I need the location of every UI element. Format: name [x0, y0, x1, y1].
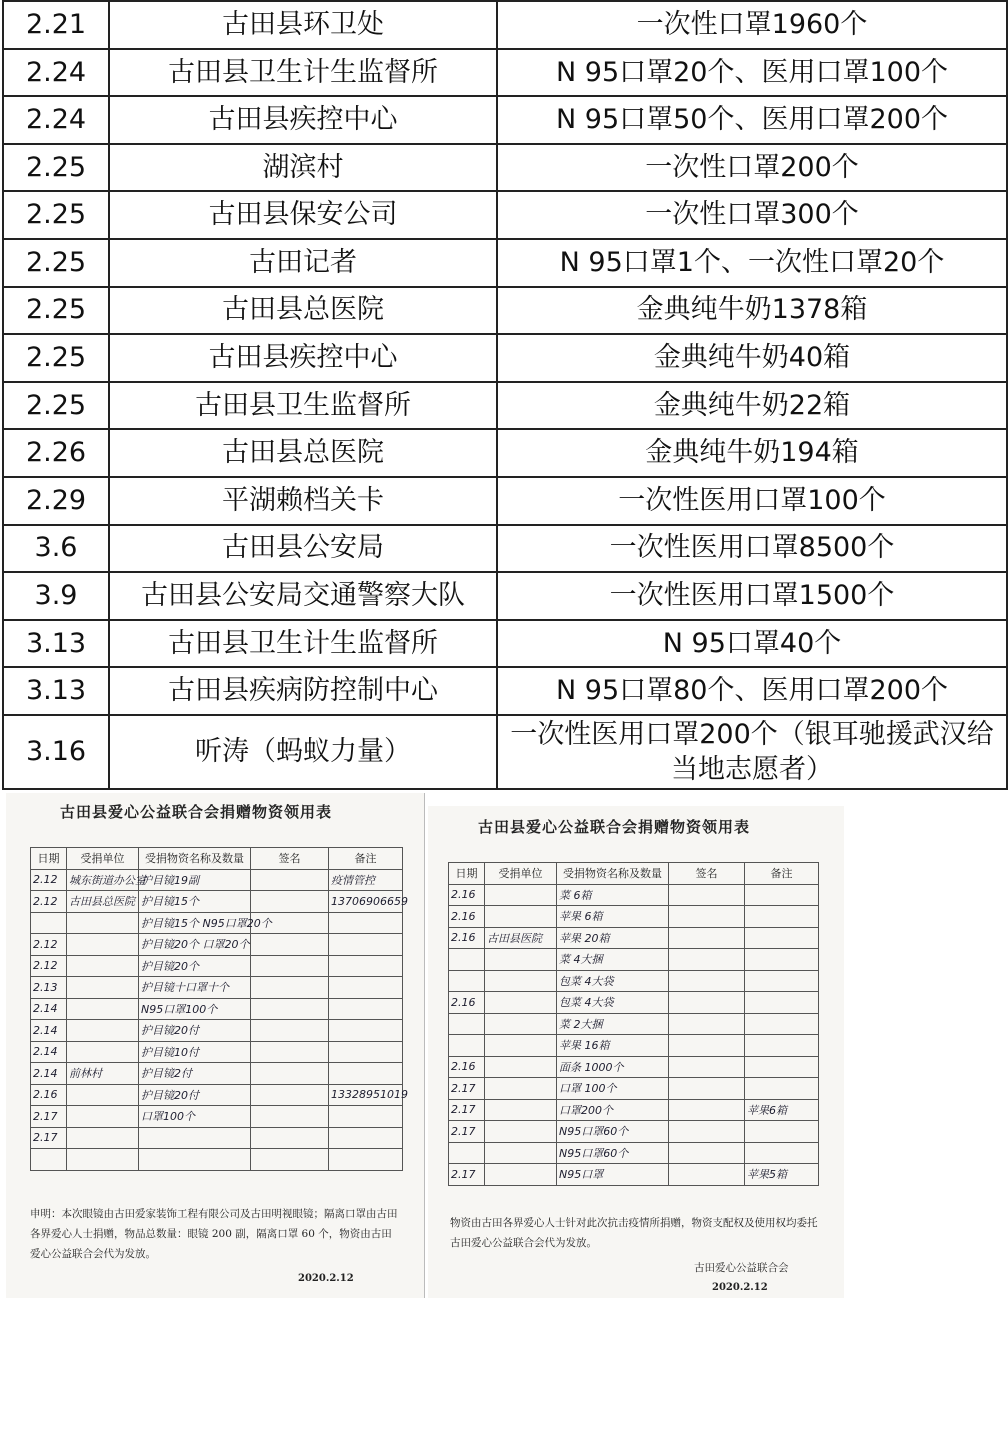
donation-row	[3, 144, 1007, 192]
form-cell-date: 2.17	[31, 1106, 67, 1128]
donation-recipient: 古田县疾控中心	[109, 96, 497, 144]
form-cell-unit	[67, 1106, 139, 1128]
form-cell-items: 护目镜20个	[139, 955, 251, 977]
donation-date: 3.13	[3, 620, 109, 668]
donation-recipient: 古田县疾控中心	[109, 334, 497, 382]
form-statement: 申明：本次眼镜由古田爱家装饰工程有限公司及古田明视眼镜；隔离口罩由古田各界爱心人士捐赠，物品总数量：眼镜 200 副，隔离口罩 60 个，物资由古田爱心公益联合会代为发放。	[30, 1208, 398, 1260]
form-row	[449, 1078, 819, 1100]
form-row	[31, 977, 403, 999]
form-cell-unit: 古田县医院	[485, 927, 557, 949]
donation-row	[3, 667, 1007, 715]
donation-items: 一次性医用口罩1500个	[497, 572, 1007, 620]
form-header-cell: 签名	[251, 848, 329, 870]
form-cell-items: N95口罩	[557, 1164, 669, 1186]
form-cell-sign	[669, 1164, 745, 1186]
form-cell-date: 2.16	[449, 1056, 485, 1078]
form-cell-sign	[669, 927, 745, 949]
donation-row	[3, 96, 1007, 144]
form-header-cell: 受捐单位	[485, 863, 557, 885]
form-cell-date: 2.12	[31, 934, 67, 956]
form-cell-note	[329, 1063, 403, 1085]
form-cell-note	[745, 1035, 819, 1057]
form-cell-unit: 前林村	[67, 1063, 139, 1085]
form-row	[449, 1164, 819, 1186]
donation-recipient: 古田县保安公司	[109, 191, 497, 239]
form-cell-sign	[251, 1106, 329, 1128]
form-cell-unit	[67, 1084, 139, 1106]
donation-table	[2, 0, 1008, 790]
form-cell-items: 护目镜20付	[139, 1020, 251, 1042]
donation-row	[3, 715, 1007, 789]
form-row	[449, 970, 819, 992]
form-cell-date	[31, 1149, 67, 1171]
form-cell-unit	[485, 1099, 557, 1121]
form-cell-note	[329, 1149, 403, 1171]
form-row	[449, 884, 819, 906]
form-date: 2020.2.12	[712, 1282, 768, 1293]
form-cell-items: 苹果 16箱	[557, 1035, 669, 1057]
form-cell-items: 护目镜20付	[139, 1084, 251, 1106]
donation-recipient: 古田县卫生计生监督所	[109, 49, 497, 97]
donation-date: 2.25	[3, 191, 109, 239]
donation-row	[3, 1, 1007, 49]
form-cell-sign	[251, 1084, 329, 1106]
donation-recipient: 古田县总医院	[109, 429, 497, 477]
form-cell-note	[329, 1106, 403, 1128]
form-cell-sign	[669, 884, 745, 906]
donation-row	[3, 572, 1007, 620]
donation-items: N 95口罩80个、医用口罩200个	[497, 667, 1007, 715]
form-cell-unit	[485, 1056, 557, 1078]
donation-items: 一次性口罩200个	[497, 144, 1007, 192]
form-cell-sign	[251, 1041, 329, 1063]
form-row	[31, 912, 403, 934]
form-cell-items: 护目镜十口罩十个	[139, 977, 251, 999]
form-cell-note	[329, 955, 403, 977]
donation-recipient: 古田县卫生监督所	[109, 382, 497, 430]
form-cell-sign	[251, 955, 329, 977]
donation-items: N 95口罩20个、医用口罩100个	[497, 49, 1007, 97]
form-row	[449, 949, 819, 971]
form-cell-unit	[485, 1142, 557, 1164]
scanned-form-right	[428, 806, 844, 1298]
form-cell-sign	[251, 1063, 329, 1085]
donation-date: 3.9	[3, 572, 109, 620]
donation-table-body	[3, 1, 1007, 789]
donation-date: 3.13	[3, 667, 109, 715]
form-cell-sign	[251, 1020, 329, 1042]
form-header-row	[31, 848, 403, 870]
donation-items: 一次性口罩1960个	[497, 1, 1007, 49]
form-cell-note	[329, 1127, 403, 1149]
form-cell-items: 包菜 4大袋	[557, 970, 669, 992]
donation-recipient: 古田记者	[109, 239, 497, 287]
form-cell-items: 菜 4大捆	[557, 949, 669, 971]
form-cell-note	[329, 977, 403, 999]
form-cell-sign	[669, 1099, 745, 1121]
form-cell-unit	[67, 955, 139, 977]
form-cell-date: 2.12	[31, 955, 67, 977]
form-row	[31, 934, 403, 956]
form-title: 古田县爱心公益联合会捐赠物资领用表	[478, 818, 751, 836]
form-cell-date	[31, 912, 67, 934]
form-row	[449, 1013, 819, 1035]
form-cell-note: 13706906659	[329, 891, 403, 913]
form-cell-unit: 古田县总医院	[67, 891, 139, 913]
form-cell-date: 2.16	[449, 927, 485, 949]
form-cell-sign	[669, 1056, 745, 1078]
form-row	[449, 1121, 819, 1143]
form-row	[31, 891, 403, 913]
donation-row	[3, 620, 1007, 668]
form-cell-note	[329, 998, 403, 1020]
form-cell-sign	[669, 949, 745, 971]
donation-recipient: 古田县卫生计生监督所	[109, 620, 497, 668]
form-cell-items: 口罩200个	[557, 1099, 669, 1121]
form-cell-items: 面条 1000个	[557, 1056, 669, 1078]
form-cell-sign	[669, 1121, 745, 1143]
form-cell-sign	[669, 1078, 745, 1100]
form-cell-date	[449, 949, 485, 971]
form-cell-sign	[251, 998, 329, 1020]
donation-row	[3, 429, 1007, 477]
form-cell-date: 2.17	[31, 1127, 67, 1149]
form-row	[31, 1149, 403, 1171]
form-row	[31, 1063, 403, 1085]
form-cell-items	[139, 1149, 251, 1171]
form-row	[449, 1099, 819, 1121]
form-cell-date	[449, 970, 485, 992]
form-cell-date: 2.13	[31, 977, 67, 999]
donation-date: 2.25	[3, 239, 109, 287]
form-date: 2020.2.12	[298, 1273, 354, 1284]
form-header-cell: 日期	[31, 848, 67, 870]
donation-items: 金典纯牛奶22箱	[497, 382, 1007, 430]
form-row	[31, 998, 403, 1020]
donation-recipient: 古田县公安局交通警察大队	[109, 572, 497, 620]
form-header-cell: 受捐物资名称及数量	[139, 848, 251, 870]
form-cell-unit	[485, 884, 557, 906]
form-cell-unit	[485, 970, 557, 992]
form-cell-unit	[485, 1164, 557, 1186]
form-cell-sign	[669, 1013, 745, 1035]
form-cell-date: 2.14	[31, 998, 67, 1020]
donation-date: 2.25	[3, 144, 109, 192]
form-cell-items: 苹果 6箱	[557, 906, 669, 928]
donation-recipient: 古田县总医院	[109, 287, 497, 335]
donation-recipient: 湖滨村	[109, 144, 497, 192]
donation-recipient: 听涛（蚂蚁力量）	[109, 715, 497, 789]
donation-recipient: 平湖赖档关卡	[109, 477, 497, 525]
form-cell-date: 2.14	[31, 1063, 67, 1085]
donation-items: 金典纯牛奶40箱	[497, 334, 1007, 382]
donation-items: 金典纯牛奶1378箱	[497, 287, 1007, 335]
form-cell-sign	[251, 1127, 329, 1149]
form-row	[449, 906, 819, 928]
form-cell-unit	[67, 934, 139, 956]
form-cell-unit	[67, 1149, 139, 1171]
form-organization: 古田爱心公益联合会	[694, 1262, 789, 1274]
form-cell-items: N95口罩100个	[139, 998, 251, 1020]
form-cell-items: 菜 6箱	[557, 884, 669, 906]
form-cell-note: 13328951019	[329, 1084, 403, 1106]
form-cell-note	[745, 992, 819, 1014]
form-cell-sign	[251, 891, 329, 913]
donation-items: 金典纯牛奶194箱	[497, 429, 1007, 477]
form-cell-unit	[67, 1041, 139, 1063]
form-row	[31, 1020, 403, 1042]
form-cell-note	[329, 1041, 403, 1063]
form-cell-note: 苹果5箱	[745, 1164, 819, 1186]
form-cell-items: 护目镜2付	[139, 1063, 251, 1085]
form-cell-note	[745, 906, 819, 928]
donation-date: 2.29	[3, 477, 109, 525]
form-cell-unit	[485, 1078, 557, 1100]
donation-row	[3, 239, 1007, 287]
form-row	[449, 1142, 819, 1164]
form-cell-unit	[485, 949, 557, 971]
form-table	[30, 847, 408, 1171]
donation-recipient: 古田县环卫处	[109, 1, 497, 49]
form-cell-unit	[485, 1035, 557, 1057]
form-cell-note	[745, 1013, 819, 1035]
form-cell-unit: 城东街道办公室	[67, 869, 139, 891]
form-cell-items: 口罩100个	[139, 1106, 251, 1128]
form-header-cell: 备注	[329, 848, 403, 870]
donation-date: 2.25	[3, 334, 109, 382]
donation-row	[3, 525, 1007, 573]
donation-items: N 95口罩1个、一次性口罩20个	[497, 239, 1007, 287]
form-cell-sign	[669, 1142, 745, 1164]
form-cell-note	[745, 927, 819, 949]
donation-recipient: 古田县公安局	[109, 525, 497, 573]
form-title: 古田县爱心公益联合会捐赠物资领用表	[60, 803, 333, 821]
form-header-cell: 备注	[745, 863, 819, 885]
donation-items: N 95口罩40个	[497, 620, 1007, 668]
donation-row	[3, 382, 1007, 430]
form-cell-date: 2.16	[449, 884, 485, 906]
form-cell-sign	[669, 992, 745, 1014]
donation-date: 2.24	[3, 49, 109, 97]
form-cell-items: 护目镜15个	[139, 891, 251, 913]
form-cell-items: 苹果 20箱	[557, 927, 669, 949]
donation-date: 2.21	[3, 1, 109, 49]
form-header-cell: 日期	[449, 863, 485, 885]
donation-items: 一次性医用口罩100个	[497, 477, 1007, 525]
form-cell-unit	[485, 1013, 557, 1035]
scanned-form-left	[6, 793, 425, 1298]
form-cell-note	[329, 934, 403, 956]
form-cell-items: 护目镜19副	[139, 869, 251, 891]
donation-date: 3.16	[3, 715, 109, 789]
donation-date: 2.25	[3, 382, 109, 430]
form-cell-items: 包菜 4大袋	[557, 992, 669, 1014]
form-cell-date	[449, 1142, 485, 1164]
form-row	[31, 1041, 403, 1063]
form-cell-items: 口罩 100个	[557, 1078, 669, 1100]
form-cell-date: 2.16	[31, 1084, 67, 1106]
donation-row	[3, 334, 1007, 382]
form-cell-note	[745, 949, 819, 971]
form-cell-date: 2.12	[31, 869, 67, 891]
donation-items: 一次性口罩300个	[497, 191, 1007, 239]
form-header-cell: 受捐单位	[67, 848, 139, 870]
donation-row	[3, 477, 1007, 525]
form-cell-unit	[67, 977, 139, 999]
donation-date: 2.26	[3, 429, 109, 477]
form-row	[449, 927, 819, 949]
form-row	[31, 1084, 403, 1106]
form-cell-unit	[67, 1020, 139, 1042]
form-cell-sign	[251, 869, 329, 891]
form-cell-note: 苹果6箱	[745, 1099, 819, 1121]
form-cell-unit	[485, 992, 557, 1014]
form-statement: 物资由古田各界爱心人士针对此次抗击疫情所捐赠，物资支配权及使用权均委托古田爱心公益联合会代为发放。	[450, 1217, 818, 1249]
form-header-cell: 受捐物资名称及数量	[557, 863, 669, 885]
form-cell-unit	[485, 1121, 557, 1143]
donation-row	[3, 287, 1007, 335]
form-row	[31, 1106, 403, 1128]
form-cell-unit	[485, 906, 557, 928]
donation-recipient: 古田县疾病防控制中心	[109, 667, 497, 715]
form-cell-note: 疫情管控	[329, 869, 403, 891]
form-cell-note	[745, 1121, 819, 1143]
form-cell-date: 2.17	[449, 1121, 485, 1143]
form-cell-sign	[251, 1149, 329, 1171]
form-cell-date: 2.16	[449, 992, 485, 1014]
donation-date: 3.6	[3, 525, 109, 573]
form-table	[448, 862, 819, 1186]
form-cell-sign	[251, 934, 329, 956]
donation-items: 一次性医用口罩200个（银耳驰援武汉给当地志愿者）	[497, 715, 1007, 789]
form-cell-note	[745, 1142, 819, 1164]
form-cell-date: 2.17	[449, 1099, 485, 1121]
form-row	[449, 1035, 819, 1057]
form-cell-note	[745, 884, 819, 906]
donation-row	[3, 191, 1007, 239]
form-cell-date	[449, 1035, 485, 1057]
form-cell-sign	[669, 1035, 745, 1057]
donation-row	[3, 49, 1007, 97]
form-cell-note	[745, 1078, 819, 1100]
form-row	[31, 955, 403, 977]
form-row	[449, 992, 819, 1014]
form-cell-items: 护目镜20个 口罩20个	[139, 934, 251, 956]
form-cell-unit	[67, 912, 139, 934]
form-row	[449, 1056, 819, 1078]
form-header-cell: 签名	[669, 863, 745, 885]
form-row	[31, 1127, 403, 1149]
form-cell-items: N95口罩60个	[557, 1142, 669, 1164]
form-cell-date: 2.16	[449, 906, 485, 928]
form-cell-items: N95口罩60个	[557, 1121, 669, 1143]
form-header-row	[449, 863, 819, 885]
form-cell-note	[329, 1020, 403, 1042]
donation-date: 2.25	[3, 287, 109, 335]
form-cell-date: 2.14	[31, 1020, 67, 1042]
form-cell-unit	[67, 1127, 139, 1149]
form-cell-sign	[669, 970, 745, 992]
form-cell-date: 2.12	[31, 891, 67, 913]
form-cell-note	[329, 912, 403, 934]
donation-date: 2.24	[3, 96, 109, 144]
form-cell-date: 2.17	[449, 1078, 485, 1100]
form-cell-sign	[669, 906, 745, 928]
form-cell-unit	[67, 998, 139, 1020]
donation-items: N 95口罩50个、医用口罩200个	[497, 96, 1007, 144]
form-cell-sign	[251, 977, 329, 999]
donation-items: 一次性医用口罩8500个	[497, 525, 1007, 573]
form-cell-items: 护目镜15个 N95口罩20个	[139, 912, 251, 934]
form-cell-items	[139, 1127, 251, 1149]
form-cell-date: 2.17	[449, 1164, 485, 1186]
form-cell-note	[745, 1056, 819, 1078]
form-row	[31, 869, 403, 891]
form-cell-items: 菜 2大捆	[557, 1013, 669, 1035]
form-cell-date: 2.14	[31, 1041, 67, 1063]
form-cell-items: 护目镜10付	[139, 1041, 251, 1063]
form-cell-note	[745, 970, 819, 992]
form-cell-date	[449, 1013, 485, 1035]
